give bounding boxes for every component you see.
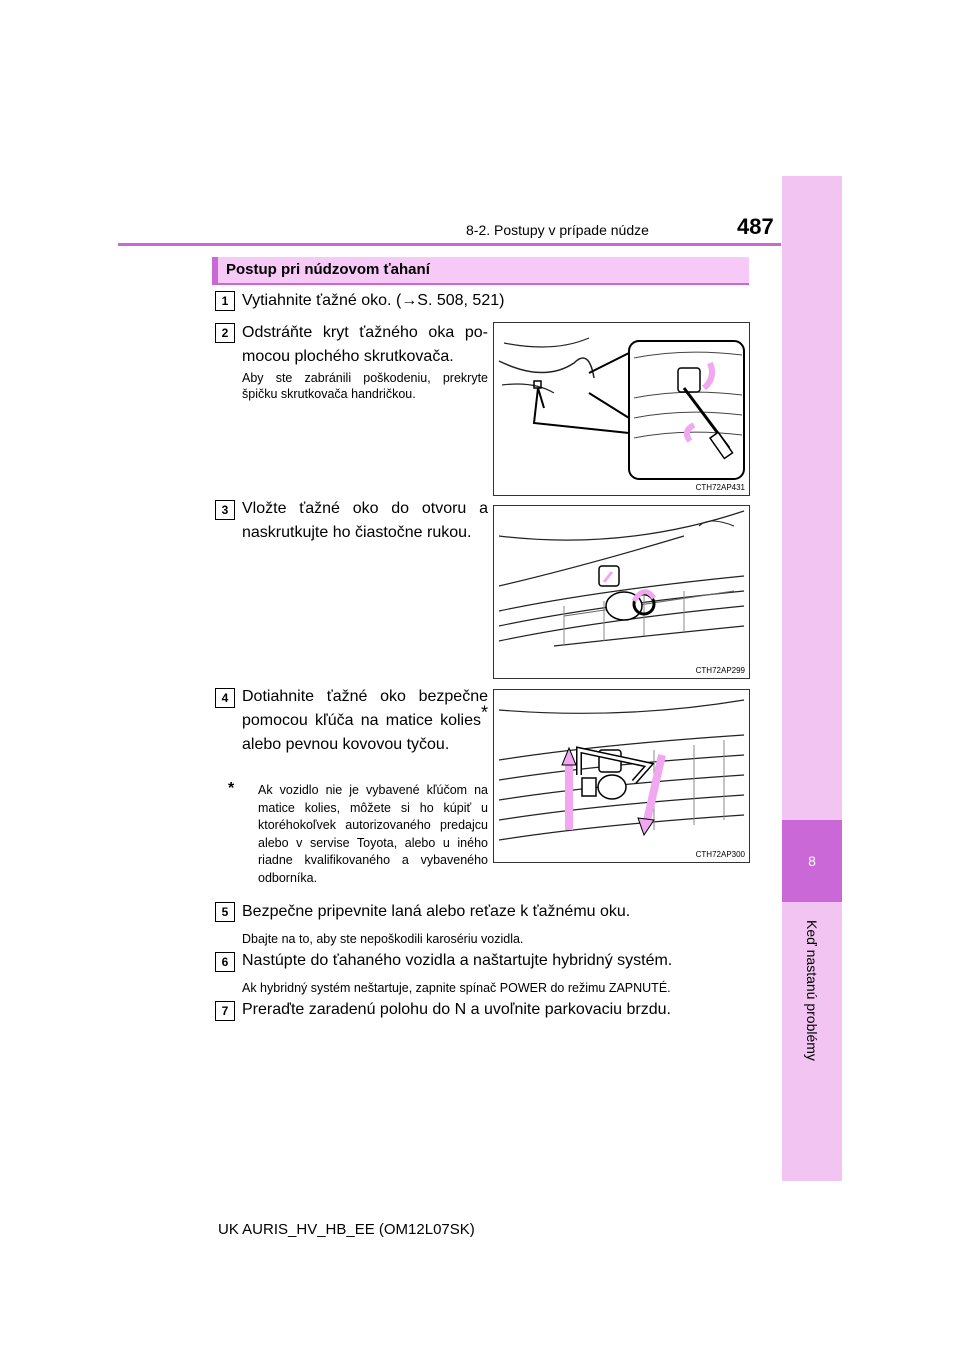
footnote-text: Ak vozidlo nie je vybavené kľúčom na matice kolies, môžete si ho kúpiť u ktoréhokoľvek autorizovaného predajcu alebo v servise Toyota, alebo u iného riadne kvalifikovaného a vybaveného odborníka. xyxy=(258,783,488,885)
figure-insert-eye xyxy=(493,505,750,679)
step-number-6: 6 xyxy=(215,952,235,972)
step-number-4: 4 xyxy=(215,688,235,708)
step-number-7: 7 xyxy=(215,1001,235,1021)
step-note-2: Aby ste zabránili poškodeniu, prekryte špičku skrutkovača handričkou. xyxy=(242,371,488,401)
step-note-5: Dbajte na to, aby ste nepoškodili karosériu vozidla. xyxy=(242,932,524,946)
step-text-4-rest: alebo pevnou kovovou tyčou. xyxy=(242,736,450,753)
step-text-4-main: Dotiahnite ťažné oko bezpečne pomocou kľúča na matice kolies xyxy=(242,688,488,729)
figure-code-1: CTH72AP431 xyxy=(695,483,745,492)
step-number-1: 1 xyxy=(215,291,235,311)
step-text-2: Odstráňte kryt ťažného oka pomocou plochého skrutkovača. xyxy=(242,324,488,365)
step-text-6: Nastúpte do ťahaného vozidla a naštartujte hybridný systém. xyxy=(242,952,673,969)
step-text-3: Vložte ťažné oko do otvoru a naskrutkujte ho čiastočne rukou. xyxy=(242,500,488,541)
footer-model-code: UK AURIS_HV_HB_EE (OM12L07SK) xyxy=(218,1221,475,1238)
figure-code-3: CTH72AP300 xyxy=(695,850,745,859)
step-text-7: Preraďte zaradenú polohu do N a uvoľnite parkovaciu brzdu. xyxy=(242,1001,671,1018)
step-number-3: 3 xyxy=(215,500,235,520)
header-rule xyxy=(118,243,781,246)
figure-code-2: CTH72AP299 xyxy=(695,666,745,675)
footnote-mark: * xyxy=(228,780,235,797)
page-number: 487 xyxy=(737,214,774,239)
chapter-title: Keď nastanú problémy xyxy=(804,920,820,1061)
step-number-2: 2 xyxy=(215,323,235,343)
section-title: Postup pri núdzovom ťahaní xyxy=(226,261,430,278)
figure-remove-cover xyxy=(493,322,750,496)
figure-tighten-eye xyxy=(493,689,750,863)
step-text-4-footnote-mark: * xyxy=(480,702,488,723)
section-heading xyxy=(212,257,749,285)
chapter-tab xyxy=(782,820,842,902)
step-text-1: Vytiahnite ťažné oko. (→S. 508, 521) xyxy=(242,292,505,309)
step-text-5: Bezpečne pripevnite laná alebo reťaze k ťažnému oku. xyxy=(242,903,631,920)
step-note-6: Ak hybridný systém neštartuje, zapnite spínač POWER do režimu ZAPNUTÉ. xyxy=(242,981,671,995)
step-text-4 xyxy=(242,685,488,757)
header-section-title: 8-2. Postupy v prípade núdze xyxy=(466,222,649,238)
step-number-5: 5 xyxy=(215,902,235,922)
chapter-number: 8 xyxy=(808,853,816,869)
